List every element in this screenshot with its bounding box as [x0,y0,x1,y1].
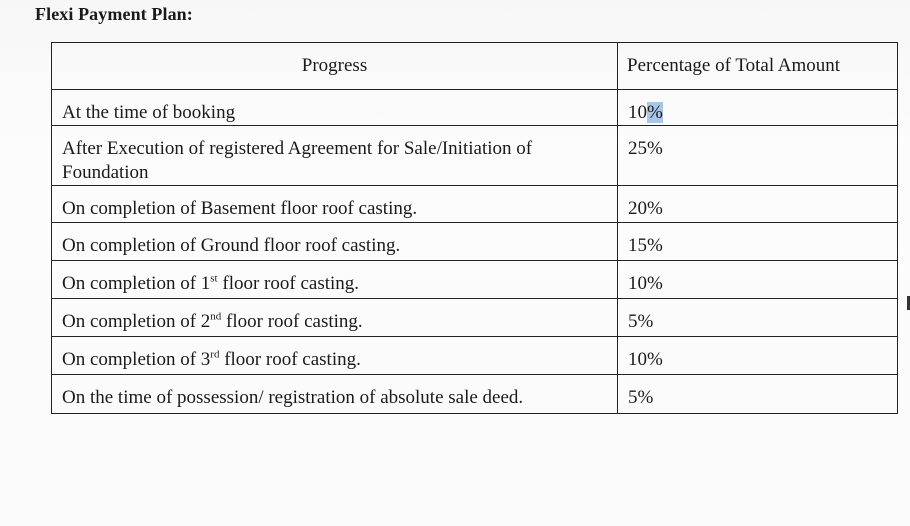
document-title: Flexi Payment Plan: [35,4,193,24]
table-row [52,90,898,126]
ordinal-suffix: rd [210,348,220,361]
table-row [52,337,898,375]
table-row [52,299,898,337]
table-row [52,223,898,261]
stage-text-rest: floor roof casting. [217,273,360,294]
percentage-cell: 20% [618,186,898,223]
header-progress: Progress [52,43,618,90]
stage-cell: On completion of Ground floor roof casting. [52,223,618,261]
stage-cell: On the time of possession/ registration of absolute sale deed. [52,375,618,414]
stage-cell [52,299,618,337]
table-row [52,126,898,186]
percentage-value [628,101,663,125]
percentage-cell: 15% [618,223,898,261]
payment-plan-table [51,42,898,414]
stage-text: On completion of 2 [62,311,211,332]
stage-text-rest: floor roof casting. [221,311,363,332]
percentage-cell: 10% [618,261,898,299]
percentage-cell [618,90,898,126]
stage-cell [52,126,618,186]
stage-text-rest: floor roof casting. [219,349,361,370]
stage-cell: On completion of Basement floor roof casting. [52,186,618,223]
table-row [52,375,898,414]
stage-text: On completion of 3 [62,349,211,370]
table-row [52,261,898,299]
stage-line-1: After Execution of registered Agreement for Sale/Initiation of [62,138,533,159]
header-percentage: Percentage of Total Amount [618,43,898,90]
stage-line-2: Foundation [62,162,149,183]
ordinal-suffix: nd [210,310,222,323]
table-row [52,186,898,223]
percentage-number: 10 [628,102,647,123]
percentage-cell: 25% [618,126,898,186]
stage-cell [52,261,618,299]
percentage-cell: 10% [618,337,898,375]
ordinal-suffix: st [210,272,218,285]
percentage-cell: 5% [618,375,898,414]
stage-cell: At the time of booking [52,90,618,126]
stage-cell [52,337,618,375]
selected-text-highlight[interactable]: % [647,102,663,123]
stage-text: On completion of 1 [62,273,211,294]
percentage-cell: 5% [618,299,898,337]
table-header-row [52,43,898,90]
